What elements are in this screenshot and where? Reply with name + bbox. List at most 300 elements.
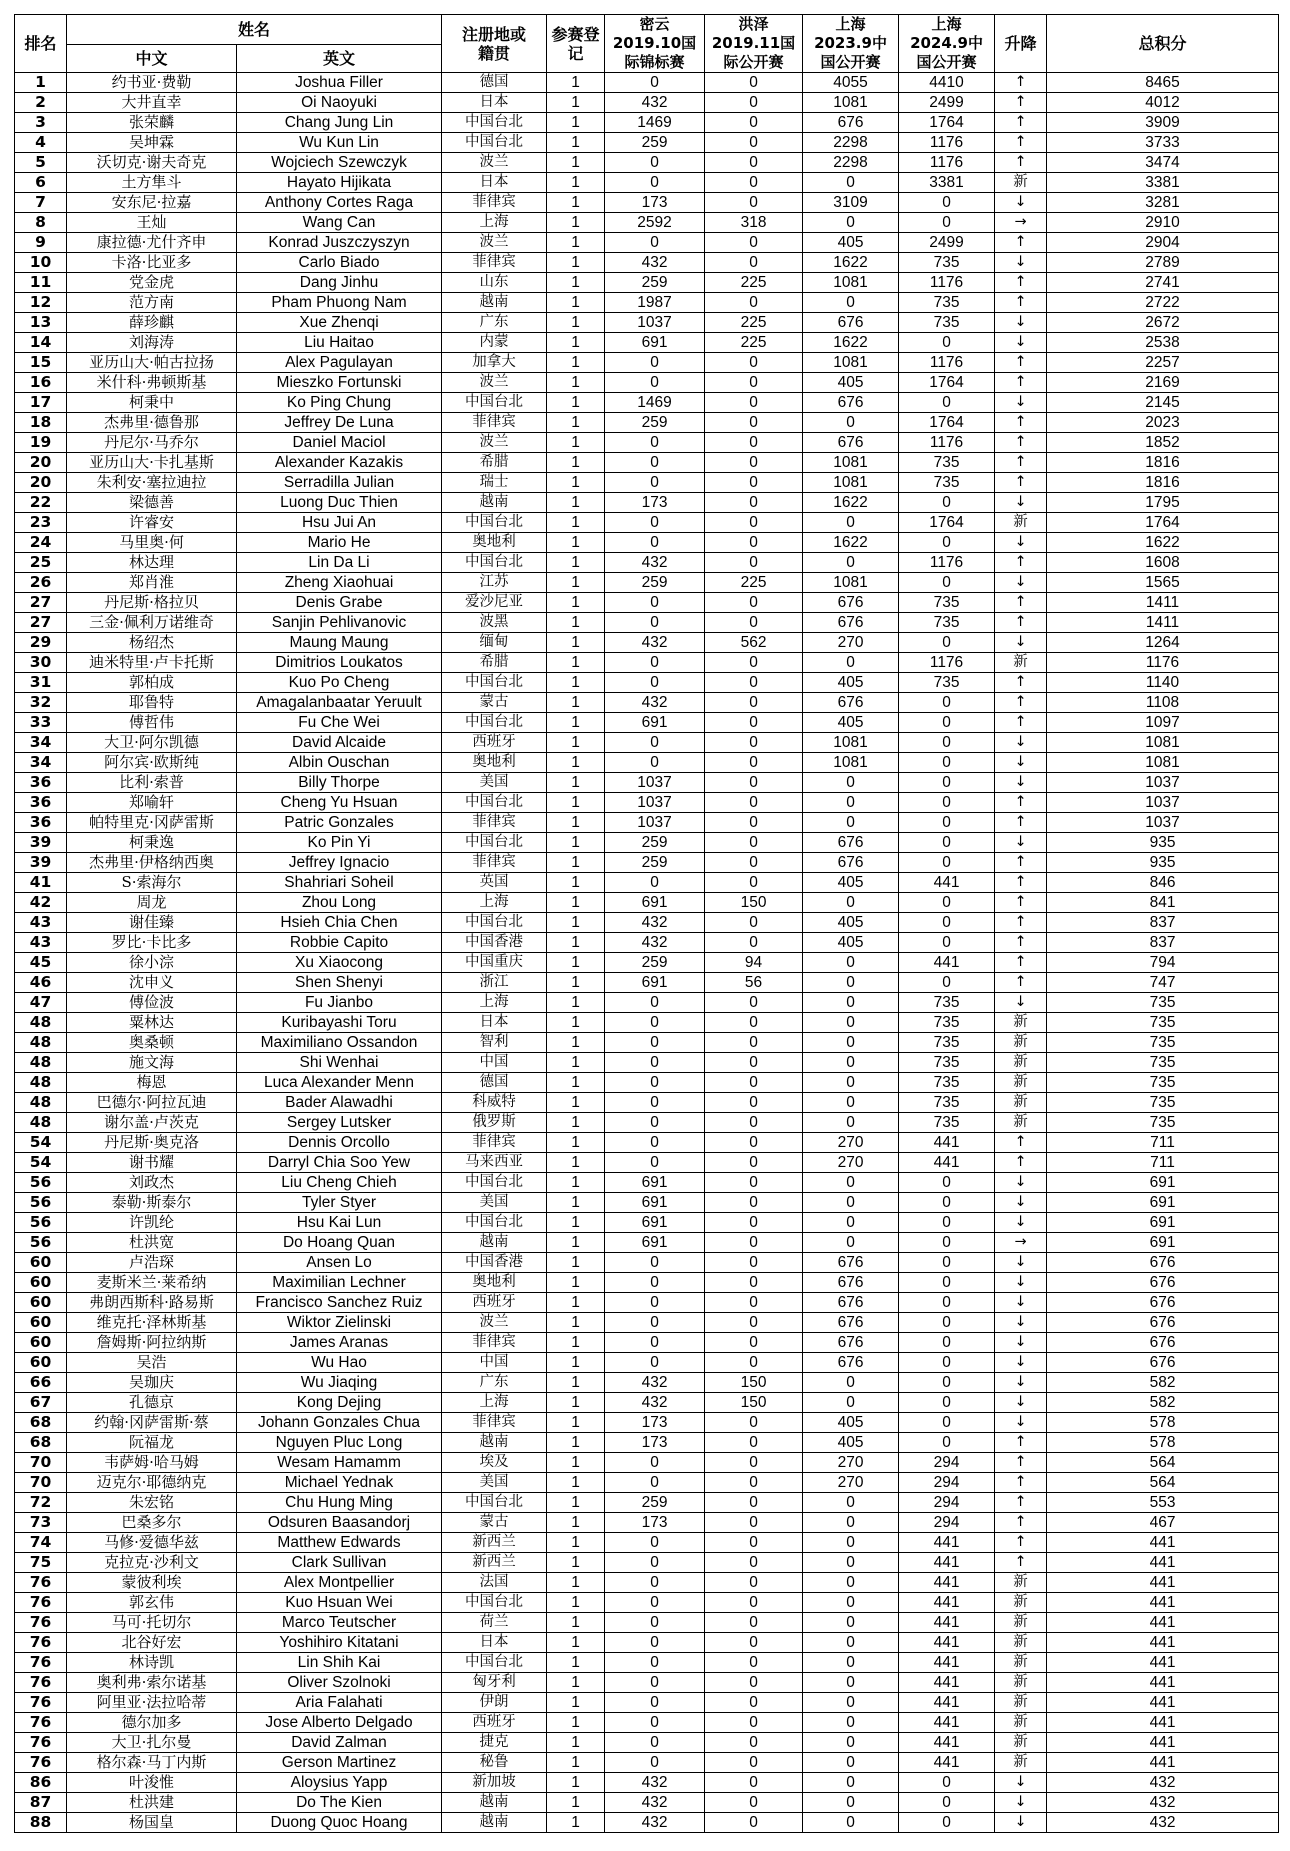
trend-cell: ↓	[995, 1213, 1047, 1233]
miyun-2019-cell: 0	[605, 453, 705, 473]
total-cell: 1816	[1047, 473, 1279, 493]
shanghai-2024-cell: 1176	[899, 433, 995, 453]
registration-cell: 1	[547, 973, 605, 993]
shanghai-2023-cell: 0	[803, 1033, 899, 1053]
shanghai-2024-cell: 441	[899, 1133, 995, 1153]
miyun-2019-cell: 0	[605, 1653, 705, 1673]
name-en-cell: Bader Alawadhi	[237, 1093, 442, 1113]
region-cell: 日本	[442, 1013, 547, 1033]
registration-cell: 1	[547, 593, 605, 613]
table-row	[15, 793, 1279, 813]
miyun-2019-cell: 0	[605, 1673, 705, 1693]
region-cell: 上海	[442, 993, 547, 1013]
name-en-cell: Maung Maung	[237, 633, 442, 653]
trend-cell: ↑	[995, 453, 1047, 473]
rank-cell: 76	[15, 1593, 67, 1613]
trend-cell: ↑	[995, 933, 1047, 953]
miyun-2019-cell: 1037	[605, 813, 705, 833]
trend-cell: ↓	[995, 333, 1047, 353]
shanghai-2024-cell: 441	[899, 1693, 995, 1713]
shanghai-2023-cell: 405	[803, 1413, 899, 1433]
trend-cell: ↓	[995, 493, 1047, 513]
shanghai-2023-cell: 0	[803, 1393, 899, 1413]
registration-cell: 1	[547, 1433, 605, 1453]
hongze-2019-cell: 0	[705, 173, 803, 193]
shanghai-2023-cell: 0	[803, 813, 899, 833]
shanghai-2023-cell: 0	[803, 653, 899, 673]
name-en-cell: Do Hoang Quan	[237, 1233, 442, 1253]
rank-cell: 15	[15, 353, 67, 373]
shanghai-2023-cell: 0	[803, 553, 899, 573]
miyun-2019-cell: 2592	[605, 213, 705, 233]
shanghai-2023-cell: 405	[803, 1433, 899, 1453]
rank-cell: 4	[15, 133, 67, 153]
total-cell: 3381	[1047, 173, 1279, 193]
rank-cell: 60	[15, 1353, 67, 1373]
registration-cell: 1	[547, 1193, 605, 1213]
hongze-2019-cell: 0	[705, 1693, 803, 1713]
shanghai-2024-cell: 0	[899, 853, 995, 873]
total-cell: 735	[1047, 1093, 1279, 1113]
registration-cell: 1	[547, 1253, 605, 1273]
table-row	[15, 1693, 1279, 1713]
registration-cell: 1	[547, 133, 605, 153]
shanghai-2023-cell: 0	[803, 1533, 899, 1553]
table-row	[15, 773, 1279, 793]
region-cell: 中国台北	[442, 713, 547, 733]
registration-cell: 1	[547, 1793, 605, 1813]
rank-cell: 20	[15, 453, 67, 473]
total-cell: 4012	[1047, 93, 1279, 113]
miyun-2019-cell: 432	[605, 1373, 705, 1393]
shanghai-2023-cell: 2298	[803, 153, 899, 173]
registration-cell: 1	[547, 173, 605, 193]
table-row	[15, 913, 1279, 933]
trend-cell: 新	[995, 1633, 1047, 1653]
name-en-cell: Alexander Kazakis	[237, 453, 442, 473]
total-cell: 1816	[1047, 453, 1279, 473]
total-cell: 441	[1047, 1753, 1279, 1773]
name-en-cell: Joshua Filler	[237, 73, 442, 93]
table-row	[15, 1273, 1279, 1293]
region-cell: 中国	[442, 1053, 547, 1073]
region-cell: 波兰	[442, 433, 547, 453]
name-cn-cell: 詹姆斯·阿拉纳斯	[67, 1333, 237, 1353]
rank-cell: 19	[15, 433, 67, 453]
trend-cell: ↑	[995, 613, 1047, 633]
name-cn-cell: 柯秉中	[67, 393, 237, 413]
shanghai-2023-cell: 4055	[803, 73, 899, 93]
registration-cell: 1	[547, 393, 605, 413]
total-cell: 441	[1047, 1653, 1279, 1673]
hongze-2019-cell: 0	[705, 1633, 803, 1653]
table-row	[15, 1773, 1279, 1793]
shanghai-2024-cell: 441	[899, 1713, 995, 1733]
registration-cell: 1	[547, 813, 605, 833]
table-row	[15, 1653, 1279, 1673]
shanghai-2024-cell: 0	[899, 733, 995, 753]
table-row	[15, 1353, 1279, 1373]
region-cell: 加拿大	[442, 353, 547, 373]
region-cell: 中国台北	[442, 1593, 547, 1613]
registration-cell: 1	[547, 1013, 605, 1033]
total-cell: 432	[1047, 1773, 1279, 1793]
name-en-cell: Wojciech Szewczyk	[237, 153, 442, 173]
region-cell: 中国台北	[442, 133, 547, 153]
name-cn-cell: 阿里亚·法拉哈蒂	[67, 1693, 237, 1713]
shanghai-2024-cell: 0	[899, 393, 995, 413]
trend-cell: 新	[995, 1113, 1047, 1133]
registration-cell: 1	[547, 533, 605, 553]
registration-cell: 1	[547, 893, 605, 913]
rank-cell: 34	[15, 753, 67, 773]
shanghai-2024-cell: 1764	[899, 113, 995, 133]
shanghai-2023-cell: 1081	[803, 273, 899, 293]
name-en-cell: David Zalman	[237, 1733, 442, 1753]
rank-cell: 26	[15, 573, 67, 593]
total-cell: 676	[1047, 1313, 1279, 1333]
hongze-2019-cell: 150	[705, 893, 803, 913]
registration-cell: 1	[547, 273, 605, 293]
shanghai-2023-cell: 676	[803, 853, 899, 873]
trend-cell: 新	[995, 653, 1047, 673]
rank-cell: 27	[15, 613, 67, 633]
region-cell: 越南	[442, 1233, 547, 1253]
shanghai-2024-cell: 1764	[899, 513, 995, 533]
shanghai-2024-cell: 735	[899, 1053, 995, 1073]
rank-cell: 5	[15, 153, 67, 173]
name-en-cell: Albin Ouschan	[237, 753, 442, 773]
shanghai-2024-cell: 0	[899, 1253, 995, 1273]
registration-cell: 1	[547, 1213, 605, 1233]
hongze-2019-cell: 562	[705, 633, 803, 653]
name-en-cell: Kuo Po Cheng	[237, 673, 442, 693]
miyun-2019-cell: 259	[605, 853, 705, 873]
shanghai-2024-cell: 735	[899, 313, 995, 333]
trend-cell: ↓	[995, 633, 1047, 653]
total-cell: 441	[1047, 1533, 1279, 1553]
shanghai-2023-cell: 0	[803, 293, 899, 313]
header-event-miyun-2019-text: 密云2019.10国际锦标赛	[612, 15, 697, 71]
trend-cell: ↓	[995, 1273, 1047, 1293]
region-cell: 中国台北	[442, 913, 547, 933]
table-row	[15, 1553, 1279, 1573]
name-cn-cell: 麦斯米兰·莱希纳	[67, 1273, 237, 1293]
region-cell: 中国台北	[442, 673, 547, 693]
total-cell: 711	[1047, 1133, 1279, 1153]
registration-cell: 1	[547, 753, 605, 773]
region-cell: 奥地利	[442, 533, 547, 553]
total-cell: 1037	[1047, 813, 1279, 833]
name-cn-cell: 康拉德·尤什齐申	[67, 233, 237, 253]
name-cn-cell: 周龙	[67, 893, 237, 913]
table-row	[15, 633, 1279, 653]
trend-cell: ↑	[995, 1553, 1047, 1573]
rank-cell: 18	[15, 413, 67, 433]
name-cn-cell: 郭柏成	[67, 673, 237, 693]
miyun-2019-cell: 432	[605, 253, 705, 273]
hongze-2019-cell: 0	[705, 1573, 803, 1593]
registration-cell: 1	[547, 1613, 605, 1633]
hongze-2019-cell: 0	[705, 1733, 803, 1753]
registration-cell: 1	[547, 93, 605, 113]
name-cn-cell: 谢书耀	[67, 1153, 237, 1173]
rank-cell: 22	[15, 493, 67, 513]
shanghai-2024-cell: 441	[899, 1593, 995, 1613]
registration-cell: 1	[547, 253, 605, 273]
shanghai-2024-cell: 735	[899, 1113, 995, 1133]
trend-cell: ↑	[995, 153, 1047, 173]
hongze-2019-cell: 150	[705, 1393, 803, 1413]
trend-cell: ↑	[995, 713, 1047, 733]
trend-cell: ↑	[995, 93, 1047, 113]
rank-cell: 76	[15, 1753, 67, 1773]
name-en-cell: Wu Kun Lin	[237, 133, 442, 153]
hongze-2019-cell: 0	[705, 733, 803, 753]
region-cell: 伊朗	[442, 1693, 547, 1713]
hongze-2019-cell: 0	[705, 153, 803, 173]
trend-cell: ↑	[995, 273, 1047, 293]
table-row	[15, 233, 1279, 253]
header-registration-text: 参赛登记	[551, 24, 600, 63]
header-event-shanghai-2023-text: 上海2023.9中国公开赛	[814, 15, 887, 71]
name-en-cell: Wu Hao	[237, 1353, 442, 1373]
hongze-2019-cell: 0	[705, 933, 803, 953]
name-cn-cell: 谢佳臻	[67, 913, 237, 933]
rank-cell: 13	[15, 313, 67, 333]
total-cell: 676	[1047, 1293, 1279, 1313]
registration-cell: 1	[547, 513, 605, 533]
name-cn-cell: 弗朗西斯科·路易斯	[67, 1293, 237, 1313]
hongze-2019-cell: 0	[705, 813, 803, 833]
hongze-2019-cell: 0	[705, 453, 803, 473]
miyun-2019-cell: 259	[605, 573, 705, 593]
total-cell: 553	[1047, 1493, 1279, 1513]
miyun-2019-cell: 0	[605, 1573, 705, 1593]
rank-cell: 11	[15, 273, 67, 293]
registration-cell: 1	[547, 153, 605, 173]
header-trend: 升降	[995, 15, 1047, 73]
name-cn-cell: 卡洛·比亚多	[67, 253, 237, 273]
shanghai-2023-cell: 0	[803, 773, 899, 793]
shanghai-2023-cell: 676	[803, 433, 899, 453]
trend-cell: ↑	[995, 793, 1047, 813]
trend-cell: ↑	[995, 1513, 1047, 1533]
rank-cell: 46	[15, 973, 67, 993]
trend-cell: ↓	[995, 573, 1047, 593]
miyun-2019-cell: 0	[605, 1553, 705, 1573]
rank-cell: 76	[15, 1713, 67, 1733]
trend-cell: 新	[995, 1613, 1047, 1633]
header-name-en: 英文	[237, 45, 442, 73]
region-cell: 美国	[442, 1193, 547, 1213]
name-en-cell: Odsuren Baasandorj	[237, 1513, 442, 1533]
shanghai-2023-cell: 676	[803, 1273, 899, 1293]
name-en-cell: Xu Xiaocong	[237, 953, 442, 973]
name-cn-cell: 三金·佩利万诺维奇	[67, 613, 237, 633]
name-en-cell: Wiktor Zielinski	[237, 1313, 442, 1333]
name-cn-cell: 张荣麟	[67, 113, 237, 133]
registration-cell: 1	[547, 1153, 605, 1173]
miyun-2019-cell: 0	[605, 1153, 705, 1173]
shanghai-2023-cell: 3109	[803, 193, 899, 213]
registration-cell: 1	[547, 213, 605, 233]
region-cell: 西班牙	[442, 733, 547, 753]
shanghai-2023-cell: 676	[803, 313, 899, 333]
table-row	[15, 1253, 1279, 1273]
rank-cell: 47	[15, 993, 67, 1013]
region-cell: 法国	[442, 1573, 547, 1593]
name-cn-cell: 沈申义	[67, 973, 237, 993]
table-row	[15, 493, 1279, 513]
registration-cell: 1	[547, 573, 605, 593]
trend-cell: ↓	[995, 193, 1047, 213]
table-row	[15, 213, 1279, 233]
shanghai-2023-cell: 405	[803, 873, 899, 893]
name-en-cell: Amagalanbaatar Yeruult	[237, 693, 442, 713]
shanghai-2024-cell: 441	[899, 1533, 995, 1553]
registration-cell: 1	[547, 673, 605, 693]
registration-cell: 1	[547, 613, 605, 633]
name-cn-cell: 叶浚惟	[67, 1773, 237, 1793]
region-cell: 爱沙尼亚	[442, 593, 547, 613]
total-cell: 441	[1047, 1633, 1279, 1653]
total-cell: 564	[1047, 1473, 1279, 1493]
registration-cell: 1	[547, 653, 605, 673]
shanghai-2024-cell: 0	[899, 1413, 995, 1433]
shanghai-2024-cell: 0	[899, 1813, 995, 1833]
rank-cell: 23	[15, 513, 67, 533]
header-event-hongze-2019	[705, 15, 803, 73]
table-row	[15, 1493, 1279, 1513]
name-cn-cell: 蒙彼利埃	[67, 1573, 237, 1593]
miyun-2019-cell: 173	[605, 1433, 705, 1453]
shanghai-2024-cell: 294	[899, 1513, 995, 1533]
hongze-2019-cell: 0	[705, 1653, 803, 1673]
trend-cell: ↑	[995, 1473, 1047, 1493]
registration-cell: 1	[547, 433, 605, 453]
rank-cell: 60	[15, 1253, 67, 1273]
total-cell: 441	[1047, 1693, 1279, 1713]
trend-cell: ↓	[995, 1393, 1047, 1413]
miyun-2019-cell: 0	[605, 1753, 705, 1773]
shanghai-2024-cell: 0	[899, 933, 995, 953]
rank-cell: 56	[15, 1173, 67, 1193]
total-cell: 3281	[1047, 193, 1279, 213]
rank-cell: 39	[15, 833, 67, 853]
name-cn-cell: S·索海尔	[67, 873, 237, 893]
table-row	[15, 613, 1279, 633]
trend-cell: ↓	[995, 1813, 1047, 1833]
registration-cell: 1	[547, 1373, 605, 1393]
name-en-cell: Aria Falahati	[237, 1693, 442, 1713]
name-cn-cell: 吴珈庆	[67, 1373, 237, 1393]
registration-cell: 1	[547, 1093, 605, 1113]
rank-cell: 74	[15, 1533, 67, 1553]
table-row	[15, 113, 1279, 133]
region-cell: 中国香港	[442, 933, 547, 953]
miyun-2019-cell: 1987	[605, 293, 705, 313]
name-en-cell: Billy Thorpe	[237, 773, 442, 793]
name-cn-cell: 迪米特里·卢卡托斯	[67, 653, 237, 673]
table-row	[15, 1473, 1279, 1493]
miyun-2019-cell: 691	[605, 893, 705, 913]
table-row	[15, 193, 1279, 213]
shanghai-2024-cell: 0	[899, 1773, 995, 1793]
total-cell: 676	[1047, 1273, 1279, 1293]
shanghai-2024-cell: 1764	[899, 413, 995, 433]
name-cn-cell: 克拉克·沙利文	[67, 1553, 237, 1573]
region-cell: 新加坡	[442, 1773, 547, 1793]
name-cn-cell: 杜洪建	[67, 1793, 237, 1813]
total-cell: 691	[1047, 1233, 1279, 1253]
rank-cell: 25	[15, 553, 67, 573]
name-cn-cell: 大卫·阿尔凯德	[67, 733, 237, 753]
name-en-cell: Marco Teutscher	[237, 1613, 442, 1633]
rank-cell: 24	[15, 533, 67, 553]
region-cell: 德国	[442, 1073, 547, 1093]
registration-cell: 1	[547, 413, 605, 433]
registration-cell: 1	[547, 1733, 605, 1753]
registration-cell: 1	[547, 493, 605, 513]
shanghai-2024-cell: 735	[899, 673, 995, 693]
shanghai-2023-cell: 0	[803, 1173, 899, 1193]
shanghai-2024-cell: 441	[899, 1633, 995, 1653]
total-cell: 711	[1047, 1153, 1279, 1173]
rank-cell: 36	[15, 773, 67, 793]
shanghai-2024-cell: 0	[899, 493, 995, 513]
rank-cell: 34	[15, 733, 67, 753]
header-event-shanghai-2024-text: 上海2024.9中国公开赛	[910, 15, 983, 71]
miyun-2019-cell: 1469	[605, 113, 705, 133]
table-row	[15, 1753, 1279, 1773]
miyun-2019-cell: 0	[605, 1473, 705, 1493]
ranking-body	[15, 73, 1279, 1833]
name-cn-cell: 丹尼尔·马乔尔	[67, 433, 237, 453]
miyun-2019-cell: 0	[605, 673, 705, 693]
trend-cell: ↑	[995, 353, 1047, 373]
hongze-2019-cell: 225	[705, 333, 803, 353]
rank-cell: 68	[15, 1433, 67, 1453]
miyun-2019-cell: 432	[605, 1793, 705, 1813]
trend-cell: 新	[995, 1693, 1047, 1713]
miyun-2019-cell: 173	[605, 1513, 705, 1533]
rank-cell: 33	[15, 713, 67, 733]
hongze-2019-cell: 0	[705, 613, 803, 633]
region-cell: 中国台北	[442, 1493, 547, 1513]
hongze-2019-cell: 56	[705, 973, 803, 993]
table-row	[15, 173, 1279, 193]
miyun-2019-cell: 0	[605, 1093, 705, 1113]
region-cell: 中国台北	[442, 553, 547, 573]
hongze-2019-cell: 0	[705, 1293, 803, 1313]
region-cell: 中国	[442, 1353, 547, 1373]
shanghai-2023-cell: 0	[803, 1213, 899, 1233]
trend-cell: ↑	[995, 1533, 1047, 1553]
total-cell: 676	[1047, 1253, 1279, 1273]
trend-cell: ↑	[995, 113, 1047, 133]
shanghai-2023-cell: 405	[803, 373, 899, 393]
total-cell: 3909	[1047, 113, 1279, 133]
region-cell: 奥地利	[442, 1273, 547, 1293]
total-cell: 676	[1047, 1333, 1279, 1353]
name-en-cell: Kuribayashi Toru	[237, 1013, 442, 1033]
total-cell: 1108	[1047, 693, 1279, 713]
registration-cell: 1	[547, 1493, 605, 1513]
name-cn-cell: 帕特里克·冈萨雷斯	[67, 813, 237, 833]
miyun-2019-cell: 0	[605, 873, 705, 893]
name-cn-cell: 马里奥·何	[67, 533, 237, 553]
